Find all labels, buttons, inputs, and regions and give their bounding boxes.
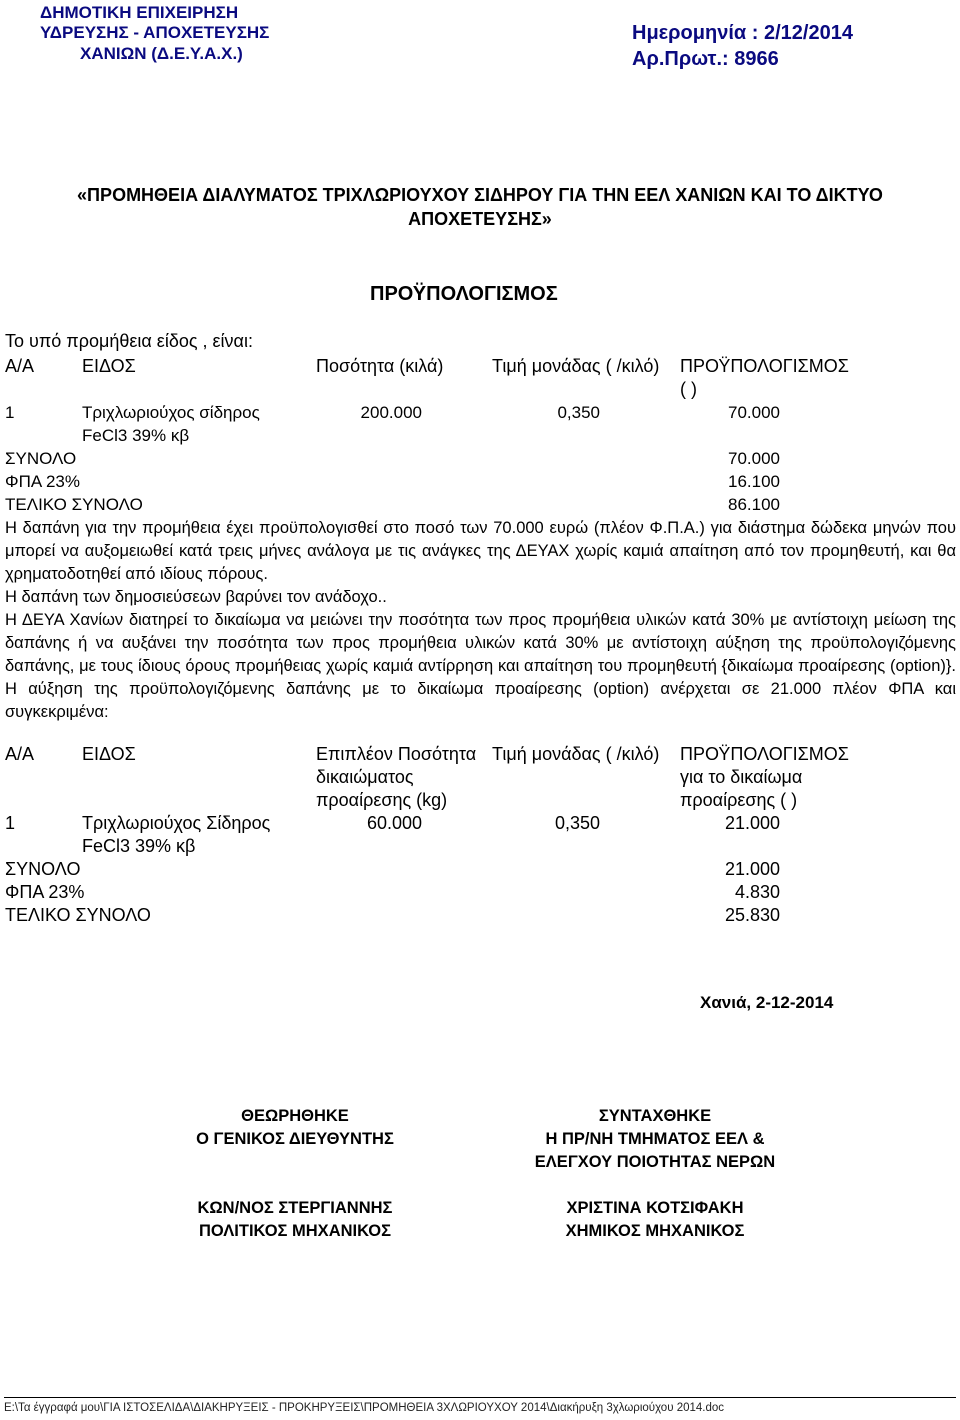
total-value: 25.830: [724, 905, 780, 925]
budget-paragraph: Η δαπάνη για την προμήθεια έχει προϋπολογισθεί στο ποσό των 70.000 ευρώ (πλέον Φ.Π.Α.) για διάστημα δώδεκα μηνών που μπορεί να αυξομειωθεί κατά τρεις μήνες ανάλογα με τις ανάγκες της ΔΕΥΑΧ χωρίς καμιά απαίτηση από τον προμηθευτή, και θα χρηματοδοτηθεί από ιδίους πόρους.: [5, 519, 956, 583]
compiled-label: ΣΥΝΤΑΧΘΗΚΕ: [598, 1107, 712, 1125]
col-header-aa: Α/Α: [5, 356, 35, 376]
approval-label: ΘΕΩΡΗΘΗΚΕ: [241, 1107, 349, 1125]
signer-title-left: ΠΟΛΙΤΙΚΟΣ ΜΗΧΑΝΙΚΟΣ: [198, 1222, 391, 1240]
footer-rule: [4, 1397, 956, 1398]
col-header-budget: ΠΡΟΫΠΟΛΟΓΙΣΜΟΣ: [680, 356, 849, 376]
signer-name-left: ΚΩΝ/ΝΟΣ ΣΤΕΡΓΙΑΝΝΗΣ: [197, 1199, 393, 1217]
subtotal-value: 21.000: [724, 859, 780, 879]
col-header-budget-l3: προαίρεσης ( ): [680, 790, 798, 810]
row-aa: 1: [5, 813, 16, 833]
document-date: Ημερομηνία : 2/12/2014: [632, 22, 853, 44]
vat-value: 16.100: [728, 472, 780, 491]
col-header-unit-price: Τιμή μονάδας ( /κιλό): [492, 356, 660, 376]
place-date: Χανιά, 2-12-2014: [700, 993, 834, 1012]
org-name-line3: ΧΑΝΙΩΝ (Δ.Ε.Υ.Α.Χ.): [80, 44, 243, 63]
vat-label: ΦΠΑ 23%: [5, 472, 80, 491]
body-text: [5, 517, 956, 724]
row-budget: 70.000: [728, 403, 780, 422]
budget-heading: ΠΡΟΫΠΟΛΟΓΙΣΜΟΣ: [370, 283, 558, 305]
total-value: 86.100: [728, 495, 780, 514]
total-label: ΤΕΛΙΚΟ ΣΥΝΟΛΟ: [5, 495, 143, 514]
col-header-qty: Ποσότητα (κιλά): [316, 356, 444, 376]
row-budget: 21.000: [724, 813, 780, 833]
row-item-detail: FeCl3 39% κβ: [82, 426, 190, 445]
intro-text: Το υπό προμήθεια είδος , είναι:: [5, 331, 253, 351]
row-qty: 60.000: [366, 813, 422, 833]
row-qty: 200.000: [360, 403, 422, 422]
col-header-extra-qty-l3: προαίρεσης (kg): [316, 790, 448, 810]
org-name-line1: ΔΗΜΟΤΙΚΗ ΕΠΙΧΕΙΡΗΣΗ: [40, 3, 239, 22]
col-header-item: ΕΙΔΟΣ: [82, 744, 136, 764]
footer-file-path: E:\Τα έγγραφά μου\ΓΙΑ ΙΣΤΟΣΕΛΙΔΑ\ΔΙΑΚΗΡΥΞΕΙΣ - ΠΡΟΚΗΡΥΞΕΙΣ\ΠΡΟΜΗΘΕΙΑ 3ΧΛΩΡΙΟΥΧΟΥ 2014\Διακήρυξη 3χλωριούχου 2014.doc: [4, 1402, 725, 1414]
signer-role-left: Ο ΓΕΝΙΚΟΣ ΔΙΕΥΘΥΝΤΗΣ: [196, 1130, 394, 1148]
vat-value: 4.830: [734, 882, 780, 902]
signer-role-right-l2: ΕΛΕΓΧΟΥ ΠΟΙΟΤΗΤΑΣ ΝΕΡΩΝ: [534, 1153, 776, 1171]
subtotal-value: 70.000: [728, 449, 780, 468]
row-item: Τριχλωριούχος Σίδηρος: [82, 813, 271, 833]
col-header-extra-qty-l2: δικαιώματος: [316, 767, 414, 787]
row-item: Τριχλωριούχος σίδηρος: [82, 403, 260, 422]
publication-cost-paragraph: Η δαπάνη των δημοσιεύσεων βαρύνει τον ανάδοχο..: [5, 588, 387, 606]
row-aa: 1: [5, 403, 15, 422]
col-header-budget-l2: για το δικαίωμα: [680, 767, 803, 787]
subtotal-label: ΣΥΝΟΛΟ: [5, 859, 81, 879]
option-right-paragraph: Η ΔΕΥΑ Χανίων διατηρεί το δικαίωμα να μειώνει την ποσότητα των προς προμήθεια υλικών κατά 30% με αντίστοιχη μείωση της δαπάνης ή να αυξάνει την ποσότητα των προς προμήθεια υλικών κατά 30% με αντίστοιχη αύξηση της προϋπολογιζόμενης δαπάνης, με τους ίδιους όρους προμήθειας χωρίς καμιά αντίρρηση και απαίτηση του προμηθευτή {δικαίωμα προαίρεσης (option)}. Η αύξηση της προϋπολογιζόμενης δαπάνης με το δικαίωμα προαίρεσης (option) ανέρχεται σε 21.000 πλέον ΦΠΑ και συγκεκριμένα:: [5, 611, 956, 721]
signer-name-right: ΧΡΙΣΤΙΝΑ ΚΟΤΣΙΦΑΚΗ: [566, 1199, 744, 1217]
vat-label: ΦΠΑ 23%: [5, 882, 85, 902]
signer-title-right: ΧΗΜΙΚΟΣ ΜΗΧΑΝΙΚΟΣ: [565, 1222, 745, 1240]
col-header-budget-currency: ( ): [680, 379, 697, 399]
signature-block-left: [160, 1105, 430, 1243]
col-header-extra-qty: Επιπλέον Ποσότητα: [316, 744, 477, 764]
row-item-detail: FeCl3 39% κβ: [82, 836, 196, 856]
org-name-line2: ΥΔΡΕΥΣΗΣ - ΑΠΟΧΕΤΕΥΣΗΣ: [40, 23, 270, 42]
protocol-number: Αρ.Πρωτ.: 8966: [632, 48, 779, 70]
subtotal-label: ΣΥΝΟΛΟ: [5, 449, 77, 468]
total-label: ΤΕΛΙΚΟ ΣΥΝΟΛΟ: [5, 905, 151, 925]
col-header-item: ΕΙΔΟΣ: [82, 356, 136, 376]
row-unit-price: 0,350: [557, 403, 600, 422]
document-title: «ΠΡΟΜΗΘΕΙΑ ΔΙΑΛΥΜΑΤΟΣ ΤΡΙΧΛΩΡΙΟΥΧΟΥ ΣΙΔΗΡΟΥ ΓΙΑ ΤΗΝ ΕΕΛ ΧΑΝΙΩΝ ΚΑΙ ΤΟ ΔΙΚΤΥΟ ΑΠΟΧΕΤΕΥΣΗΣ»: [77, 185, 883, 229]
signer-role-right: Η ΠΡ/ΝΗ ΤΜΗΜΑΤΟΣ ΕΕΛ &: [545, 1130, 765, 1148]
col-header-budget: ΠΡΟΫΠΟΛΟΓΙΣΜΟΣ: [680, 744, 849, 764]
col-header-aa: Α/Α: [5, 744, 35, 764]
col-header-unit-price: Τιμή μονάδας ( /κιλό): [492, 744, 660, 764]
row-unit-price: 0,350: [554, 813, 600, 833]
signature-block-right: [510, 1105, 800, 1243]
